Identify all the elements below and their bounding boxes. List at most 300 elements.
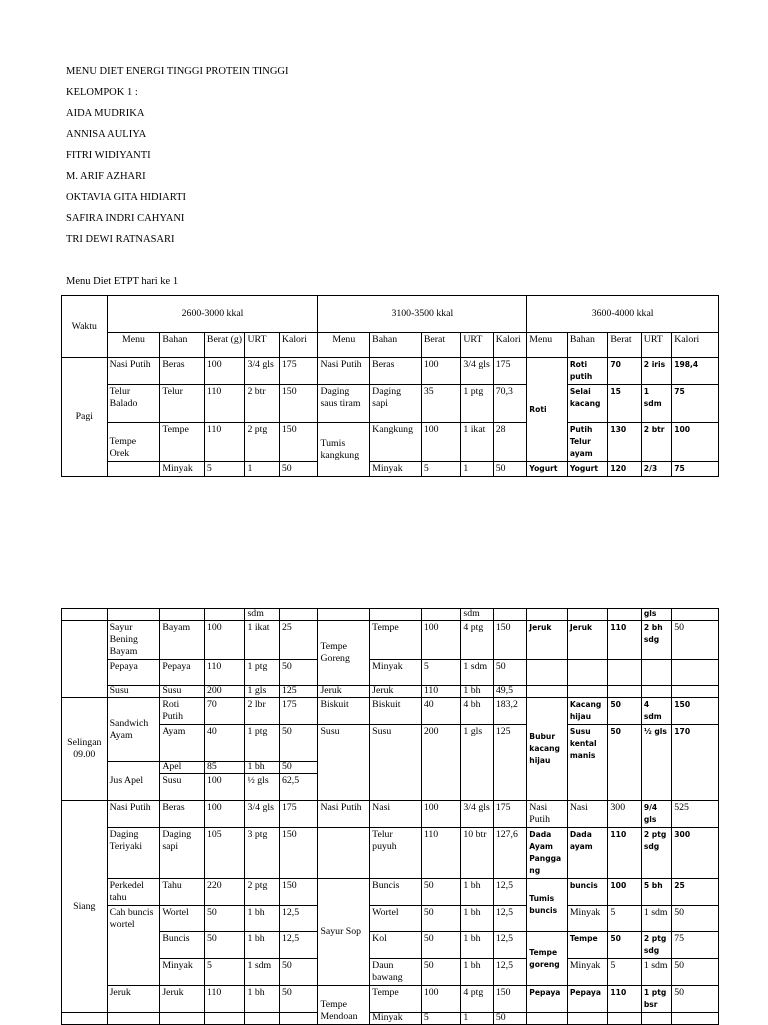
empty-cell bbox=[567, 609, 608, 621]
empty-cell bbox=[62, 609, 108, 621]
berat-cell: 110 bbox=[421, 828, 461, 879]
bahan-cell: Tempe bbox=[370, 986, 422, 1013]
day-caption: Menu Diet ETPT hari ke 1 bbox=[66, 276, 179, 287]
kalori-cell: 175 bbox=[493, 801, 526, 828]
bahan-cell: Ayam bbox=[160, 725, 205, 762]
berat-cell: 40 bbox=[421, 698, 461, 725]
menu-table-pagi bbox=[61, 295, 719, 477]
kalori-cell: 12,5 bbox=[493, 879, 526, 906]
menu-cell: Tempe Mendoan bbox=[318, 986, 370, 1025]
bahan-cell: Nasi bbox=[567, 801, 608, 828]
bahan-cell: Pepaya bbox=[567, 986, 608, 1013]
bahan-cell: Biskuit bbox=[370, 698, 422, 725]
urt-cell: 1 bh bbox=[461, 906, 493, 932]
bahan-cell: Beras bbox=[160, 801, 205, 828]
waktu-pagi: Pagi bbox=[62, 358, 108, 477]
bahan-cell: Apel bbox=[160, 762, 205, 774]
empty-cell bbox=[62, 621, 108, 698]
member-name: AIDA MUDRIKA bbox=[66, 108, 145, 119]
kalori-cell: 62,5 bbox=[279, 774, 318, 801]
berat-cell: 105 bbox=[204, 828, 245, 879]
kalori-cell: 50 bbox=[672, 621, 719, 660]
menu-cell: Jeruk bbox=[527, 621, 568, 660]
berat-cell: 200 bbox=[421, 725, 461, 801]
berat-cell: 5 bbox=[608, 906, 641, 932]
urt-cell: 4 ptg bbox=[461, 986, 493, 1013]
kcal-group-header: 3600-4000 kkal bbox=[527, 296, 719, 333]
menu-cell: Susu bbox=[107, 686, 160, 698]
berat-cell: 50 bbox=[608, 932, 641, 959]
empty-cell bbox=[527, 660, 568, 686]
urt-cell: 2 ptg bbox=[245, 879, 279, 906]
berat-cell: 100 bbox=[204, 801, 245, 828]
waktu-selingan: Selingan 09.00 bbox=[62, 698, 108, 801]
kalori-cell: 175 bbox=[493, 358, 527, 385]
menu-cell: Nasi Putih bbox=[107, 358, 160, 385]
bahan-cell: Susu bbox=[160, 686, 205, 698]
kalori-cell: 183,2 bbox=[493, 698, 526, 725]
berat-cell: 100 bbox=[204, 774, 245, 801]
urt-cell: 2 iris bbox=[641, 358, 671, 385]
bahan-cell: Pepaya bbox=[160, 660, 205, 686]
urt-cell: 3/4 gls bbox=[245, 801, 279, 828]
berat-cell: 220 bbox=[204, 879, 245, 906]
menu-cell: Susu bbox=[318, 725, 370, 801]
urt-cell: 4 ptg bbox=[461, 621, 493, 660]
berat-cell: 5 bbox=[421, 1013, 461, 1025]
bahan-cell: Bayam bbox=[160, 621, 205, 660]
kalori-cell: 12,5 bbox=[493, 959, 526, 986]
col-header: Menu bbox=[107, 333, 160, 358]
bahan-cell: Jeruk bbox=[370, 686, 422, 698]
kalori-cell: 150 bbox=[493, 986, 526, 1013]
urt-cell: 1 ptg bbox=[245, 725, 279, 762]
menu-cell: Dada Ayam Panggang bbox=[527, 828, 568, 879]
berat-cell: 50 bbox=[608, 725, 641, 801]
col-header: Bahan bbox=[160, 333, 205, 358]
urt-cell: 1 bh bbox=[461, 686, 493, 698]
berat-cell: 50 bbox=[204, 932, 245, 959]
menu-cell: Nasi Putih bbox=[527, 801, 568, 828]
berat-cell: 40 bbox=[204, 725, 245, 762]
urt-cell: 1 sdm bbox=[641, 959, 671, 986]
kalori-cell: 50 bbox=[493, 462, 527, 477]
member-name: OKTAVIA GITA HIDIARTI bbox=[66, 192, 186, 203]
empty-cell bbox=[318, 828, 370, 879]
waktu-header: Waktu bbox=[62, 296, 108, 358]
bahan-cell: Jeruk bbox=[567, 621, 608, 660]
menu-cell: Nasi Putih bbox=[318, 801, 370, 828]
bahan-cell: Telur bbox=[160, 385, 205, 423]
empty-cell bbox=[672, 686, 719, 698]
bahan-cell: Kacang hijau bbox=[567, 698, 608, 725]
urt-cell: 2 bh sdg bbox=[641, 621, 671, 660]
kalori-cell: 150 bbox=[493, 621, 526, 660]
col-header: Kalori bbox=[279, 333, 318, 358]
kalori-cell: 150 bbox=[672, 698, 719, 725]
kalori-cell: 175 bbox=[279, 358, 318, 385]
empty-cell bbox=[608, 1013, 641, 1025]
empty-cell bbox=[107, 609, 160, 621]
bahan-cell: Jeruk bbox=[160, 986, 205, 1013]
col-header: Kalori bbox=[493, 333, 527, 358]
kalori-cell: 50 bbox=[279, 986, 318, 1013]
kalori-cell: 525 bbox=[672, 801, 719, 828]
menu-cell: Cah buncis wortel bbox=[107, 906, 160, 986]
kalori-cell: 12,5 bbox=[279, 932, 318, 959]
empty-cell bbox=[279, 1013, 318, 1025]
berat-cell: 85 bbox=[204, 762, 245, 774]
urt-cell: sdm bbox=[461, 609, 493, 621]
kcal-group-header: 2600-3000 kkal bbox=[107, 296, 318, 333]
menu-cell: Sayur Sop bbox=[318, 879, 370, 986]
berat-cell: 100 bbox=[204, 621, 245, 660]
bahan-cell: Minyak bbox=[370, 660, 422, 686]
berat-cell: 110 bbox=[204, 385, 245, 423]
menu-cell: Roti bbox=[527, 358, 568, 462]
bahan-cell: Dada ayam bbox=[567, 828, 608, 879]
berat-cell: 300 bbox=[608, 801, 641, 828]
berat-cell: 110 bbox=[608, 828, 641, 879]
empty-cell bbox=[421, 609, 461, 621]
menu-cell: Tumis kangkung bbox=[318, 423, 370, 477]
kalori-cell: 70,3 bbox=[493, 385, 527, 423]
berat-cell: 35 bbox=[421, 385, 461, 423]
bahan-cell: Tahu bbox=[160, 879, 205, 906]
col-header: Bahan bbox=[567, 333, 608, 358]
menu-cell: Nasi Putih bbox=[318, 358, 370, 385]
bahan-cell: buncis bbox=[567, 879, 608, 906]
bahan-cell: Selai kacang bbox=[567, 385, 608, 423]
kalori-cell: 75 bbox=[672, 932, 719, 959]
empty-cell bbox=[318, 609, 370, 621]
empty-cell bbox=[370, 609, 422, 621]
bahan-cell: Minyak bbox=[370, 462, 422, 477]
menu-cell: Daging Teriyaki bbox=[107, 828, 160, 879]
urt-cell: 2 btr bbox=[641, 423, 671, 462]
menu-table-continued bbox=[61, 608, 719, 1025]
empty-cell bbox=[107, 1013, 160, 1025]
kalori-cell: 75 bbox=[672, 462, 719, 477]
berat-cell: 5 bbox=[421, 462, 461, 477]
kalori-cell: 127,6 bbox=[493, 828, 526, 879]
kalori-cell: 300 bbox=[672, 828, 719, 879]
urt-cell: ½ gls bbox=[245, 774, 279, 801]
urt-cell: gls bbox=[641, 609, 671, 621]
menu-cell: Nasi Putih bbox=[107, 801, 160, 828]
col-header: Kalori bbox=[672, 333, 719, 358]
menu-cell: Telur Balado bbox=[107, 385, 160, 423]
kalori-cell: 150 bbox=[279, 423, 318, 462]
berat-cell: 200 bbox=[204, 686, 245, 698]
empty-cell bbox=[567, 1013, 608, 1025]
empty-cell bbox=[62, 1013, 108, 1025]
berat-cell: 110 bbox=[608, 621, 641, 660]
bahan-cell: Kol bbox=[370, 932, 422, 959]
urt-cell: 2 ptg bbox=[245, 423, 279, 462]
urt-cell: 2 btr bbox=[245, 385, 279, 423]
bahan-cell: Susu bbox=[370, 725, 422, 801]
kalori-cell: 12,5 bbox=[279, 906, 318, 932]
berat-cell: 5 bbox=[421, 660, 461, 686]
urt-cell: 1 ikat bbox=[245, 621, 279, 660]
berat-cell: 110 bbox=[204, 660, 245, 686]
bahan-cell: Wortel bbox=[160, 906, 205, 932]
empty-cell bbox=[160, 1013, 205, 1025]
empty-cell bbox=[527, 609, 568, 621]
berat-cell: 110 bbox=[421, 686, 461, 698]
empty-cell bbox=[641, 660, 671, 686]
empty-cell bbox=[672, 1013, 719, 1025]
urt-cell: 10 btr bbox=[461, 828, 493, 879]
urt-cell: 9/4 gls bbox=[641, 801, 671, 828]
menu-cell: Tempe goreng bbox=[527, 932, 568, 986]
bahan-cell: Tempe bbox=[370, 621, 422, 660]
urt-cell: 2 ptg sdg bbox=[641, 932, 671, 959]
member-name: SAFIRA INDRI CAHYANI bbox=[66, 213, 185, 224]
menu-cell: Yogurt bbox=[527, 462, 568, 477]
kalori-cell: 25 bbox=[279, 621, 318, 660]
menu-cell: Perkedel tahu bbox=[107, 879, 160, 906]
urt-cell: 1 bbox=[461, 1013, 493, 1025]
urt-cell: 1 bh bbox=[461, 932, 493, 959]
urt-cell: 3/4 gls bbox=[461, 801, 493, 828]
menu-cell: Jeruk bbox=[318, 686, 370, 698]
urt-cell: 3 ptg bbox=[245, 828, 279, 879]
group-label: KELOMPOK 1 : bbox=[66, 87, 138, 98]
kalori-cell: 75 bbox=[672, 385, 719, 423]
urt-cell: 1 sdm bbox=[641, 385, 671, 423]
kalori-cell: 50 bbox=[279, 762, 318, 774]
bahan-cell: Minyak bbox=[567, 959, 608, 986]
empty-cell bbox=[608, 660, 641, 686]
berat-cell: 70 bbox=[608, 358, 641, 385]
berat-cell: 110 bbox=[204, 423, 245, 462]
berat-cell: 120 bbox=[608, 462, 641, 477]
urt-cell: 1 bh bbox=[461, 879, 493, 906]
empty-cell bbox=[567, 686, 608, 698]
urt-cell: 1 sdm bbox=[641, 906, 671, 932]
bahan-cell: Tempe bbox=[160, 423, 205, 462]
berat-cell: 130 bbox=[608, 423, 641, 462]
bahan-cell: Beras bbox=[370, 358, 422, 385]
bahan-cell: Yogurt bbox=[567, 462, 608, 477]
kalori-cell: 50 bbox=[493, 1013, 526, 1025]
urt-cell: 1 bh bbox=[245, 906, 279, 932]
bahan-cell: Kangkung bbox=[370, 423, 422, 462]
bahan-cell: Minyak bbox=[370, 1013, 422, 1025]
urt-cell: 1 bh bbox=[245, 932, 279, 959]
col-header: Bahan bbox=[370, 333, 422, 358]
empty-cell bbox=[641, 1013, 671, 1025]
berat-cell: 100 bbox=[421, 801, 461, 828]
bahan-cell: Susu kental manis bbox=[567, 725, 608, 801]
berat-cell: 100 bbox=[204, 358, 245, 385]
berat-cell: 110 bbox=[608, 986, 641, 1013]
empty-cell bbox=[493, 609, 526, 621]
urt-cell: 1 bbox=[245, 462, 279, 477]
waktu-siang: Siang bbox=[62, 801, 108, 1013]
kalori-cell: 175 bbox=[279, 698, 318, 725]
bahan-cell: Minyak bbox=[567, 906, 608, 932]
kalori-cell: 50 bbox=[279, 660, 318, 686]
bahan-cell: Daun bawang bbox=[370, 959, 422, 986]
bahan-cell: Putih Telur ayam bbox=[567, 423, 608, 462]
empty-cell bbox=[245, 1013, 279, 1025]
urt-cell: 2 lbr bbox=[245, 698, 279, 725]
kalori-cell: 125 bbox=[493, 725, 526, 801]
berat-cell: 100 bbox=[608, 879, 641, 906]
berat-cell: 70 bbox=[204, 698, 245, 725]
col-header: URT bbox=[245, 333, 279, 358]
member-name: TRI DEWI RATNASARI bbox=[66, 234, 175, 245]
kalori-cell: 150 bbox=[279, 385, 318, 423]
kalori-cell: 50 bbox=[672, 906, 719, 932]
member-name: M. ARIF AZHARI bbox=[66, 171, 146, 182]
berat-cell: 50 bbox=[421, 906, 461, 932]
empty-cell bbox=[672, 609, 719, 621]
urt-cell: 2 ptg sdg bbox=[641, 828, 671, 879]
urt-cell: 1 bbox=[461, 462, 493, 477]
urt-cell: 1 ptg bsr bbox=[641, 986, 671, 1013]
bahan-cell: Buncis bbox=[370, 879, 422, 906]
empty-cell bbox=[527, 686, 568, 698]
col-header: Menu bbox=[318, 333, 370, 358]
urt-cell: 1 ptg bbox=[461, 385, 493, 423]
kalori-cell: 12,5 bbox=[493, 906, 526, 932]
kalori-cell: 28 bbox=[493, 423, 527, 462]
col-header: Menu bbox=[527, 333, 568, 358]
empty-cell bbox=[204, 1013, 245, 1025]
kalori-cell: 150 bbox=[279, 879, 318, 906]
menu-cell bbox=[107, 462, 160, 477]
bahan-cell: Daging sapi bbox=[160, 828, 205, 879]
bahan-cell: Susu bbox=[160, 774, 205, 801]
urt-cell: 1 bh bbox=[245, 986, 279, 1013]
empty-cell bbox=[567, 660, 608, 686]
kalori-cell: 170 bbox=[672, 725, 719, 801]
bahan-cell: Roti Putih bbox=[160, 698, 205, 725]
kalori-cell: 50 bbox=[493, 660, 526, 686]
berat-cell: 100 bbox=[421, 621, 461, 660]
urt-cell: 4 sdm bbox=[641, 698, 671, 725]
kalori-cell: 50 bbox=[279, 725, 318, 762]
berat-cell: 50 bbox=[421, 959, 461, 986]
bahan-cell: Buncis bbox=[160, 932, 205, 959]
bahan-cell: Beras bbox=[160, 358, 205, 385]
urt-cell: 3/4 gls bbox=[461, 358, 493, 385]
urt-cell: 3/4 gls bbox=[245, 358, 279, 385]
urt-cell: ½ gls bbox=[641, 725, 671, 801]
bahan-cell: Daging sapi bbox=[370, 385, 422, 423]
berat-cell: 100 bbox=[421, 358, 461, 385]
urt-cell: 1 gls bbox=[461, 725, 493, 801]
kalori-cell: 50 bbox=[279, 462, 318, 477]
empty-cell bbox=[672, 660, 719, 686]
urt-cell: 1 sdm bbox=[245, 959, 279, 986]
urt-cell: 1 sdm bbox=[461, 660, 493, 686]
urt-cell: 1 ikat bbox=[461, 423, 493, 462]
urt-cell: 1 bh bbox=[245, 762, 279, 774]
kalori-cell: 49,5 bbox=[493, 686, 526, 698]
bahan-cell: Minyak bbox=[160, 959, 205, 986]
berat-cell: 100 bbox=[421, 423, 461, 462]
empty-cell bbox=[641, 686, 671, 698]
berat-cell: 50 bbox=[421, 879, 461, 906]
urt-cell: 1 gls bbox=[245, 686, 279, 698]
bahan-cell: Minyak bbox=[160, 462, 205, 477]
empty-cell bbox=[527, 1013, 568, 1025]
bahan-cell: Tempe bbox=[567, 932, 608, 959]
menu-cell: Daging saus tiram bbox=[318, 385, 370, 423]
berat-cell: 50 bbox=[204, 906, 245, 932]
kalori-cell: 50 bbox=[672, 959, 719, 986]
kalori-cell: 175 bbox=[279, 801, 318, 828]
menu-cell: Jeruk bbox=[107, 986, 160, 1013]
berat-cell: 50 bbox=[421, 932, 461, 959]
menu-cell: Biskuit bbox=[318, 698, 370, 725]
kalori-cell: 50 bbox=[672, 986, 719, 1013]
berat-cell: 110 bbox=[204, 986, 245, 1013]
urt-cell: 5 bh bbox=[641, 879, 671, 906]
col-header: Berat (g) bbox=[204, 333, 245, 358]
empty-cell bbox=[204, 609, 245, 621]
kalori-cell: 125 bbox=[279, 686, 318, 698]
member-name: ANNISA AULIYA bbox=[66, 129, 147, 140]
urt-cell: 1 bh bbox=[461, 959, 493, 986]
urt-cell: sdm bbox=[245, 609, 279, 621]
kalori-cell: 12,5 bbox=[493, 932, 526, 959]
bahan-cell: Nasi bbox=[370, 801, 422, 828]
kalori-cell: 150 bbox=[279, 828, 318, 879]
bahan-cell: Telur puyuh bbox=[370, 828, 422, 879]
urt-cell: 1 ptg bbox=[245, 660, 279, 686]
empty-cell bbox=[608, 686, 641, 698]
kalori-cell: 25 bbox=[672, 879, 719, 906]
bahan-cell: Wortel bbox=[370, 906, 422, 932]
menu-cell: Pepaya bbox=[527, 986, 568, 1013]
col-header: Berat bbox=[421, 333, 461, 358]
menu-cell: Tumis buncis bbox=[527, 879, 568, 932]
bahan-cell: Roti putih bbox=[567, 358, 608, 385]
menu-cell: Sandwich Ayam bbox=[107, 698, 160, 762]
menu-cell: Pepaya bbox=[107, 660, 160, 686]
document-title: MENU DIET ENERGI TINGGI PROTEIN TINGGI bbox=[66, 66, 289, 77]
kalori-cell: 100 bbox=[672, 423, 719, 462]
empty-cell bbox=[279, 609, 318, 621]
col-header: URT bbox=[641, 333, 671, 358]
menu-cell: Bubur kacang hijau bbox=[527, 698, 568, 801]
berat-cell: 5 bbox=[204, 462, 245, 477]
berat-cell: 50 bbox=[608, 698, 641, 725]
col-header: URT bbox=[461, 333, 493, 358]
menu-cell: Sayur Bening Bayam bbox=[107, 621, 160, 660]
kalori-cell: 50 bbox=[279, 959, 318, 986]
col-header: Berat bbox=[608, 333, 641, 358]
empty-cell bbox=[160, 609, 205, 621]
menu-cell: Jus Apel bbox=[107, 762, 160, 801]
empty-cell bbox=[608, 609, 641, 621]
kcal-group-header: 3100-3500 kkal bbox=[318, 296, 527, 333]
menu-cell: Tempe Orek bbox=[107, 423, 160, 462]
urt-cell: 4 bh bbox=[461, 698, 493, 725]
urt-cell: 2/3 bbox=[641, 462, 671, 477]
berat-cell: 100 bbox=[421, 986, 461, 1013]
member-name: FITRI WIDIYANTI bbox=[66, 150, 151, 161]
berat-cell: 5 bbox=[204, 959, 245, 986]
kalori-cell: 198,4 bbox=[672, 358, 719, 385]
berat-cell: 15 bbox=[608, 385, 641, 423]
